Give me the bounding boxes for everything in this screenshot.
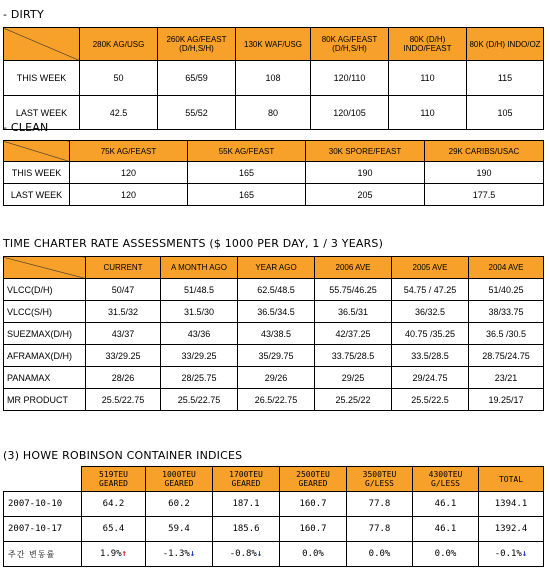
value-cell: 187.1 [213, 492, 280, 517]
column-header [213, 467, 280, 492]
value-cell: 51/40.25 [469, 279, 544, 301]
column-header: 2005 AVE [392, 257, 469, 279]
value-cell: 38/33.75 [469, 301, 544, 323]
value-cell: 40.75 /35.25 [392, 323, 469, 345]
column-header: 130K WAF/USG [236, 28, 311, 61]
table-row [4, 345, 544, 367]
value-cell: 120/105 [311, 96, 389, 130]
value-cell: 42/37.25 [315, 323, 392, 345]
value-cell: 33/29.25 [86, 345, 161, 367]
dirty-table [3, 27, 544, 130]
value-cell: 28/25.75 [161, 367, 238, 389]
change-cell [146, 542, 213, 567]
row-label: PANAMAX [4, 367, 86, 389]
time-charter-title: TIME CHARTER RATE ASSESSMENTS ($ 1000 PER DAY, 1 / 3 YEARS) [3, 237, 384, 250]
row-label: AFRAMAX(D/H) [4, 345, 86, 367]
change-cell [213, 542, 280, 567]
change-value: 0.0% [368, 549, 391, 559]
value-cell: 65/59 [158, 61, 236, 96]
value-cell: 33.75/28.5 [315, 345, 392, 367]
clean-title: - CLEAN [3, 121, 49, 134]
value-cell: 77.8 [347, 492, 413, 517]
value-cell: 42.5 [80, 96, 158, 130]
value-cell: 160.7 [280, 517, 347, 542]
dirty-title: - DIRTY [3, 8, 44, 21]
change-value: -0.1% [494, 549, 522, 559]
table-row [4, 162, 544, 184]
value-cell: 177.5 [425, 184, 544, 206]
value-cell: 65.4 [82, 517, 146, 542]
column-header: 80K (D/H) INDO/OZ [467, 28, 544, 61]
table-row [4, 389, 544, 411]
value-cell: 50 [80, 61, 158, 96]
value-cell: 190 [425, 162, 544, 184]
column-header: 2004 AVE [469, 257, 544, 279]
header-line: 1000TEU [162, 470, 196, 479]
time-charter-table [3, 256, 544, 411]
header-line: TOTAL [498, 474, 524, 484]
table-row [4, 61, 544, 96]
header-line: 3500TEU [362, 470, 397, 479]
value-cell: 77.8 [347, 517, 413, 542]
value-cell: 190 [306, 162, 425, 184]
table-row [4, 323, 544, 345]
table-row [4, 279, 544, 301]
header-line: G/LESS [431, 479, 460, 488]
change-cell [413, 542, 479, 567]
header-line: GEARED [231, 479, 261, 488]
change-value: 0.0% [434, 549, 457, 559]
column-header: 2006 AVE [315, 257, 392, 279]
row-label: THIS WEEK [4, 61, 80, 96]
value-cell: 120/110 [311, 61, 389, 96]
column-header [413, 467, 479, 492]
value-cell: 115 [467, 61, 544, 96]
column-header: 260K AG/FEAST (D/H,S/H) [158, 28, 236, 61]
value-cell: 25.25/22 [315, 389, 392, 411]
column-header [479, 467, 544, 492]
value-cell: 110 [389, 96, 467, 130]
column-header: CURRENT [86, 257, 161, 279]
column-header [82, 467, 146, 492]
value-cell: 62.5/48.5 [238, 279, 315, 301]
container-indices-table [3, 466, 544, 567]
value-cell: 1394.1 [479, 492, 544, 517]
header-line: 1700TEU [229, 470, 263, 479]
header-line: 4300TEU [428, 470, 463, 479]
row-label: SUEZMAX(D/H) [4, 323, 86, 345]
change-cell [347, 542, 413, 567]
arrow-down-icon: ↓ [521, 549, 528, 559]
value-cell: 105 [467, 96, 544, 130]
value-cell: 35/29.75 [238, 345, 315, 367]
row-label: VLCC(S/H) [4, 301, 86, 323]
value-cell: 205 [306, 184, 425, 206]
value-cell: 59.4 [146, 517, 213, 542]
change-value: -1.3% [162, 549, 190, 559]
value-cell: 25.5/22.75 [86, 389, 161, 411]
value-cell: 43/37 [86, 323, 161, 345]
value-cell: 25.5/22.5 [392, 389, 469, 411]
header-line: 2500TEU [296, 470, 330, 479]
value-cell: 31.5/32 [86, 301, 161, 323]
column-header: 80K (D/H) INDO/FEAST [389, 28, 467, 61]
value-cell: 23/21 [469, 367, 544, 389]
change-value: 0.0% [302, 549, 324, 559]
column-header [347, 467, 413, 492]
header-line: G/LESS [365, 479, 394, 488]
header-line: GEARED [99, 479, 128, 488]
value-cell: 36.5/31 [315, 301, 392, 323]
table-row [4, 301, 544, 323]
arrow-down-icon: ↓ [256, 549, 263, 559]
header-line: 519TEU [99, 470, 128, 479]
value-cell: 80 [236, 96, 311, 130]
value-cell: 160.7 [280, 492, 347, 517]
column-header: 30K SPORE/FEAST [306, 141, 425, 162]
value-cell: 165 [188, 184, 306, 206]
value-cell: 33/29.25 [161, 345, 238, 367]
clean-table [3, 140, 544, 206]
value-cell: 43/38.5 [238, 323, 315, 345]
table-row [4, 517, 544, 542]
value-cell: 31.5/30 [161, 301, 238, 323]
value-cell: 46.1 [413, 517, 479, 542]
column-header: 75K AG/FEAST [70, 141, 188, 162]
corner-cell [4, 141, 70, 162]
change-value: -0.8% [229, 549, 257, 559]
row-label: VLCC(D/H) [4, 279, 86, 301]
table-row [4, 96, 544, 130]
value-cell: 50/47 [86, 279, 161, 301]
column-header [280, 467, 347, 492]
value-cell: 29/26 [238, 367, 315, 389]
value-cell: 108 [236, 61, 311, 96]
value-cell: 36.5/34.5 [238, 301, 315, 323]
value-cell: 19.25/17 [469, 389, 544, 411]
change-cell [280, 542, 347, 567]
column-header: YEAR AGO [238, 257, 315, 279]
value-cell: 120 [70, 184, 188, 206]
corner-cell [4, 467, 82, 492]
value-cell: 1392.4 [479, 517, 544, 542]
row-label: 2007-10-17 [4, 517, 82, 542]
value-cell: 43/36 [161, 323, 238, 345]
table-row [4, 492, 544, 517]
value-cell: 54.75 / 47.25 [392, 279, 469, 301]
value-cell: 26.5/22.75 [238, 389, 315, 411]
value-cell: 29/25 [315, 367, 392, 389]
column-header: 80K AG/FEAST (D/H,S/H) [311, 28, 389, 61]
value-cell: 33.5/28.5 [392, 345, 469, 367]
table-row [4, 184, 544, 206]
value-cell: 36.5 /30.5 [469, 323, 544, 345]
change-cell [479, 542, 544, 567]
value-cell: 64.2 [82, 492, 146, 517]
weekly-change-label: 주간 변동률 [4, 542, 82, 567]
row-label: MR PRODUCT [4, 389, 86, 411]
value-cell: 165 [188, 162, 306, 184]
column-header [146, 467, 213, 492]
value-cell: 28/26 [86, 367, 161, 389]
table-row [4, 542, 544, 567]
value-cell: 25.5/22.75 [161, 389, 238, 411]
arrow-down-icon: ↓ [189, 549, 196, 559]
table-row [4, 367, 544, 389]
corner-cell [4, 28, 80, 61]
header-line: GEARED [164, 479, 194, 488]
column-header: 55K AG/FEAST [188, 141, 306, 162]
column-header: 29K CARIBS/USAC [425, 141, 544, 162]
header-line: GEARED [298, 479, 328, 488]
change-value: 1.9% [99, 549, 122, 559]
value-cell: 36/32.5 [392, 301, 469, 323]
change-cell [82, 542, 146, 567]
value-cell: 110 [389, 61, 467, 96]
row-label: THIS WEEK [4, 162, 70, 184]
row-label: LAST WEEK [4, 184, 70, 206]
value-cell: 120 [70, 162, 188, 184]
column-header: A MONTH AGO [161, 257, 238, 279]
column-header: 280K AG/USG [80, 28, 158, 61]
value-cell: 29/24.75 [392, 367, 469, 389]
value-cell: 55.75/46.25 [315, 279, 392, 301]
value-cell: 185.6 [213, 517, 280, 542]
arrow-up-icon: ↑ [121, 549, 128, 559]
value-cell: 51/48.5 [161, 279, 238, 301]
howe-robinson-title: (3) HOWE ROBINSON CONTAINER INDICES [3, 449, 243, 462]
value-cell: 60.2 [146, 492, 213, 517]
row-label: LAST WEEK [4, 96, 80, 130]
value-cell: 46.1 [413, 492, 479, 517]
row-label: 2007-10-10 [4, 492, 82, 517]
value-cell: 28.75/24.75 [469, 345, 544, 367]
corner-cell [4, 257, 86, 279]
value-cell: 55/52 [158, 96, 236, 130]
